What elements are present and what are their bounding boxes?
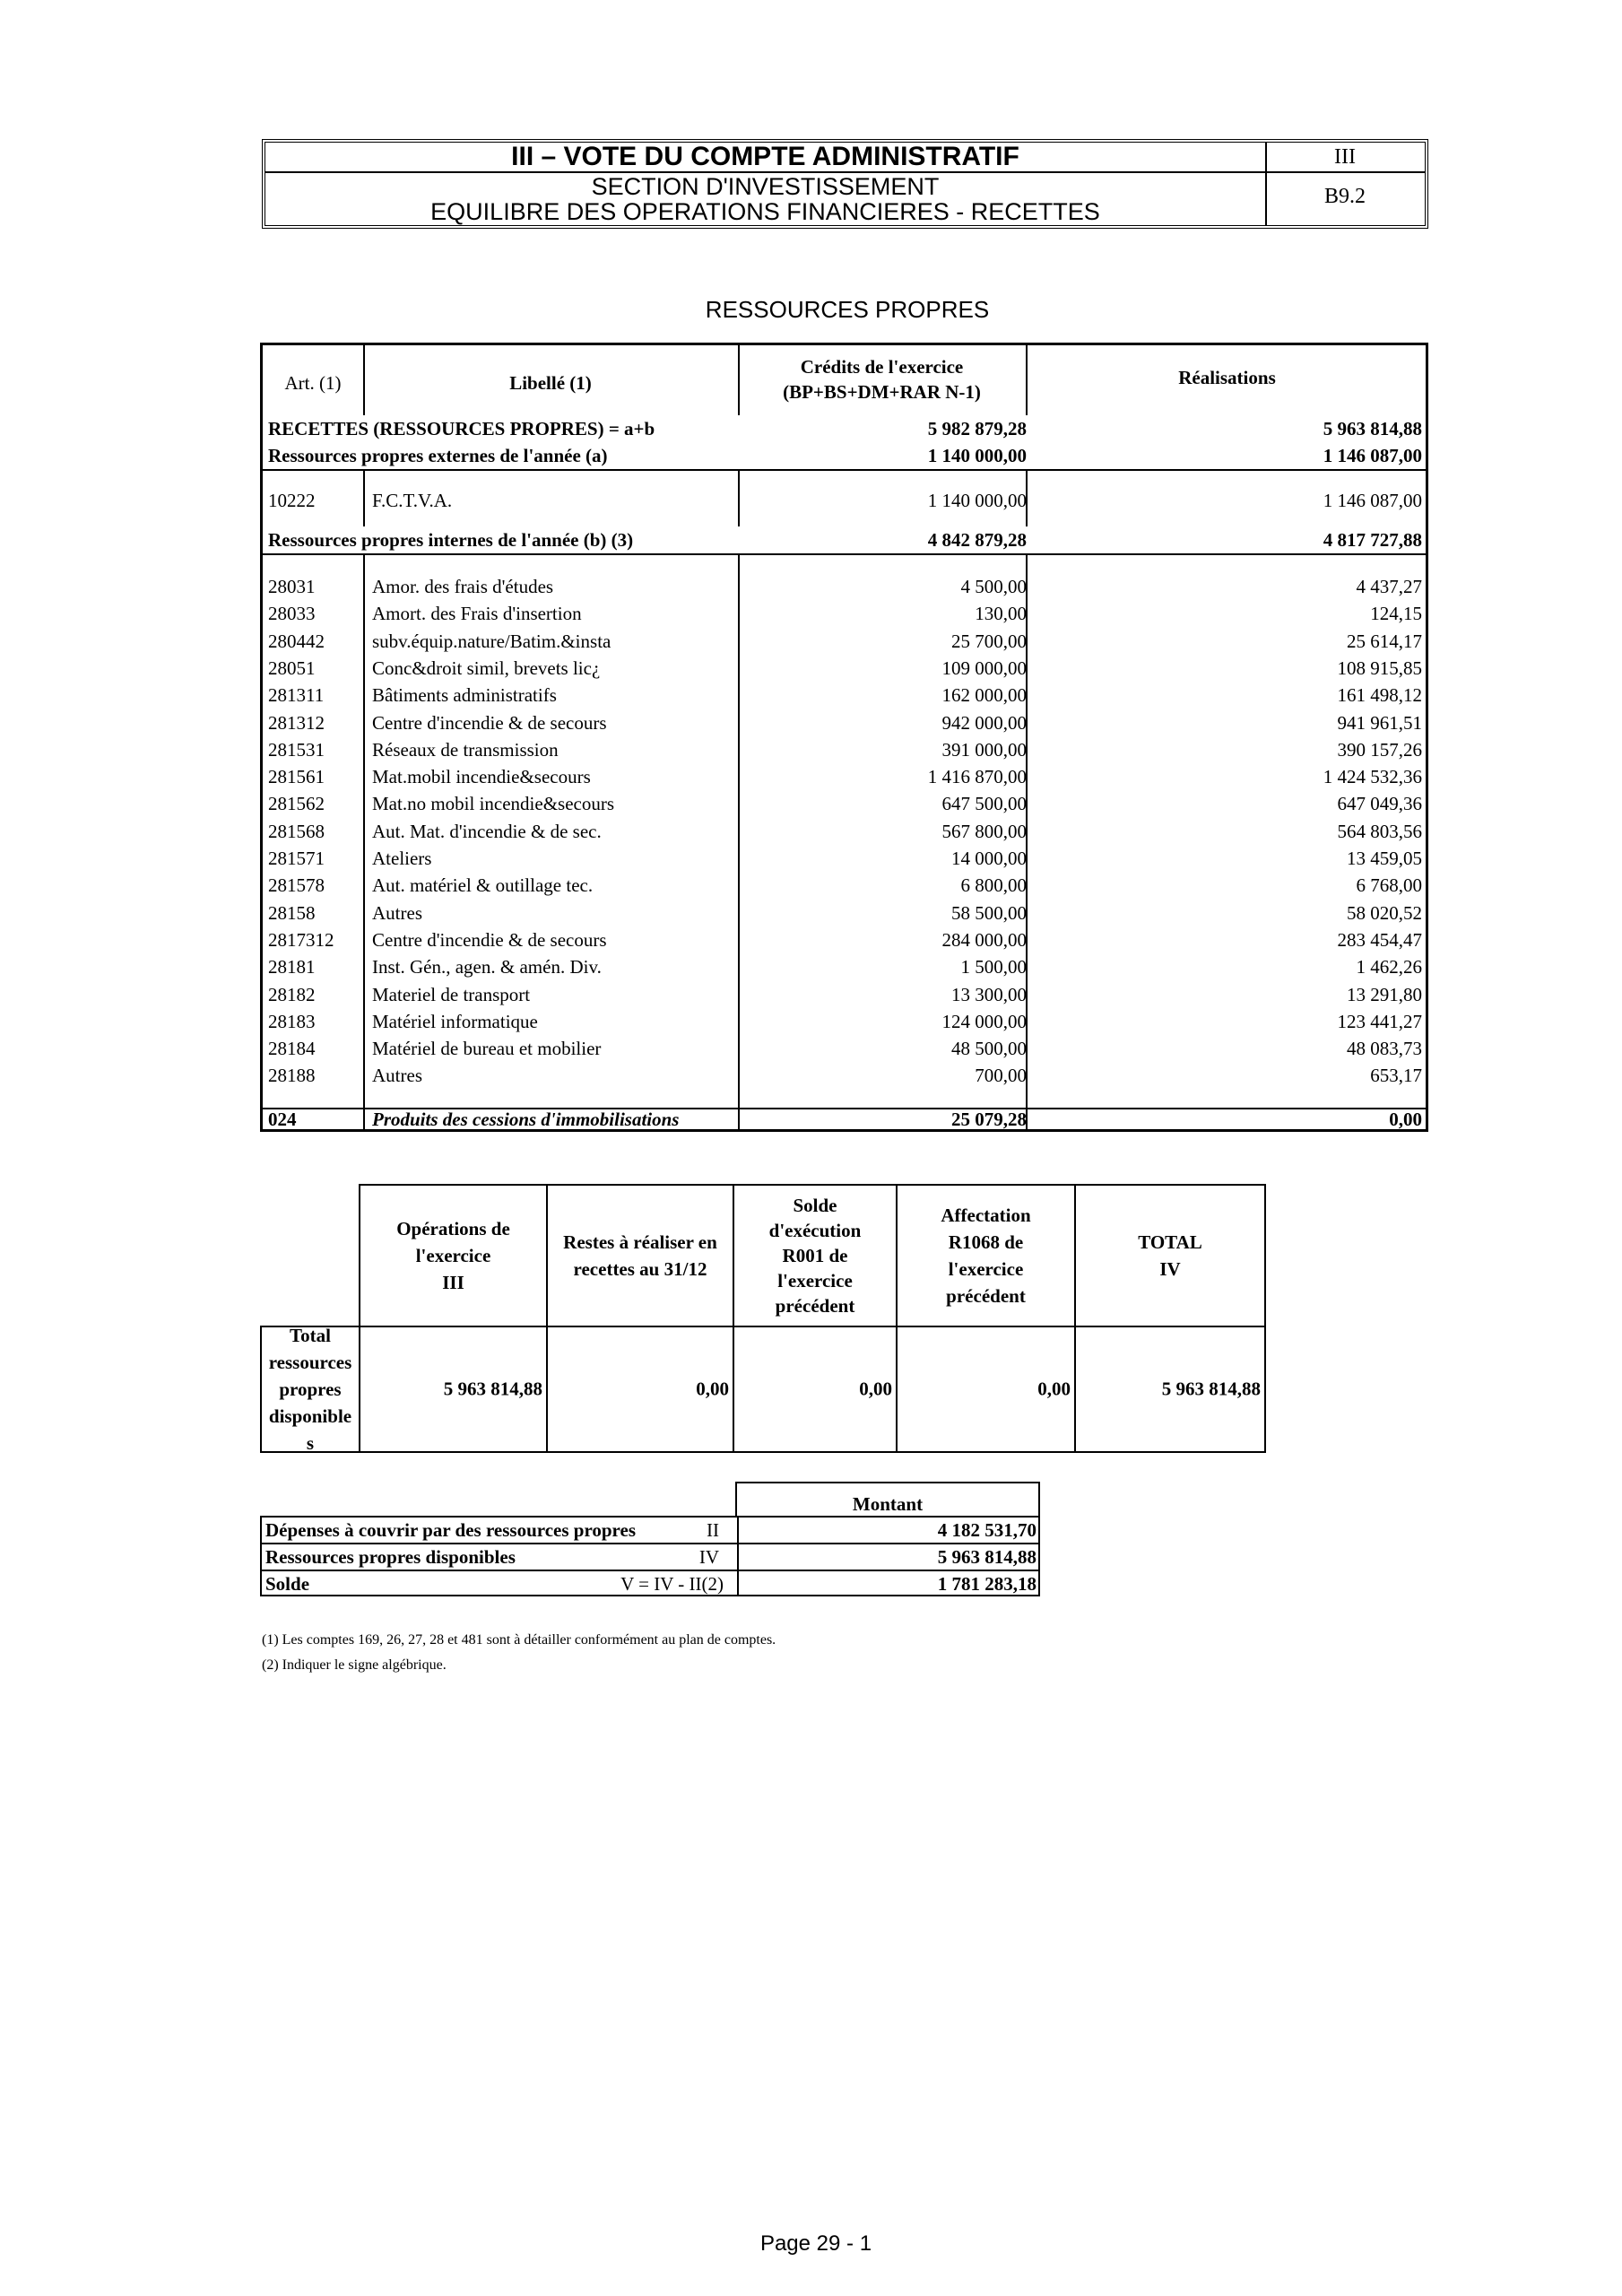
header-credits-l1: Crédits de l'exercice	[800, 356, 964, 378]
externes-credits: 1 140 000,00	[927, 445, 1027, 466]
row-libelle: Aut. matériel & outillage tec.	[372, 874, 594, 897]
row-art: 28188	[268, 1065, 316, 1087]
header-code: B9.2	[1323, 185, 1366, 208]
row-realisations: 124,15	[1370, 603, 1422, 625]
solde-l1: Solde	[793, 1195, 837, 1216]
header-subtitle: EQUILIBRE DES OPERATIONS FINANCIERES - RECETTES	[430, 198, 1100, 225]
table-row	[262, 1544, 1042, 1570]
row-realisations: 161 498,12	[1337, 684, 1422, 707]
row-realisations: 13 291,80	[1347, 983, 1422, 1005]
row-realisations: 564 803,56	[1337, 820, 1422, 842]
document-header	[262, 139, 1428, 229]
header-realisations: Réalisations	[1178, 367, 1276, 388]
table-row	[263, 682, 1426, 709]
page-number: Page 29 - 1	[759, 2231, 872, 2256]
row-art: 281568	[268, 820, 325, 842]
internes-label: Ressources propres internes de l'année (b) (3)	[268, 529, 634, 551]
row-value: 4 182 531,70	[937, 1519, 1037, 1541]
row-libelle: Autres	[372, 901, 422, 924]
row-credits: 58 500,00	[951, 901, 1027, 924]
row-credits: 567 800,00	[941, 820, 1027, 842]
row-credits: 162 000,00	[941, 684, 1027, 707]
table-row	[263, 573, 1426, 600]
header-credits-l2: (BP+BS+DM+RAR N-1)	[783, 381, 981, 403]
row-label-l5: s	[306, 1432, 315, 1454]
table-row	[263, 981, 1426, 1008]
internes-row	[263, 526, 1426, 553]
row-realisations: 13 459,05	[1347, 848, 1422, 869]
row-art: 280442	[268, 630, 325, 652]
row-libelle: Conc&droit simil, brevets lic¿	[372, 657, 601, 679]
row-realisations: 4 437,27	[1356, 576, 1422, 597]
row-art: 28051	[268, 657, 316, 679]
table-row	[263, 487, 1426, 514]
row-label-total-ressources	[260, 1326, 360, 1453]
row-realisations: 58 020,52	[1347, 901, 1422, 924]
footnote: (2) Indiquer le signe algébrique.	[262, 1657, 447, 1673]
header-affectation	[896, 1184, 1076, 1327]
table-row	[263, 655, 1426, 682]
table-row	[263, 628, 1426, 655]
row-realisations: 108 915,85	[1337, 657, 1422, 679]
row-credits: 647 500,00	[941, 793, 1027, 815]
row-realisations: 1 146 087,00	[1323, 490, 1422, 511]
header-operations	[359, 1184, 548, 1327]
solde-value: 0,00	[859, 1378, 892, 1400]
ops-l2: l'exercice	[415, 1245, 491, 1266]
row-libelle: Centre d'incendie & de secours	[372, 928, 607, 951]
row-art: 10222	[268, 490, 316, 511]
footnote: (1) Les comptes 169, 26, 27, 28 et 481 sont à détailler conformément au plan de comptes.	[262, 1632, 776, 1648]
row-libelle: Matériel de bureau et mobilier	[372, 1038, 602, 1060]
row-libelle: Mat.no mobil incendie&secours	[372, 793, 615, 815]
header-title-block	[265, 143, 1267, 225]
table-row	[262, 1518, 1042, 1543]
restes-l2: recettes au 31/12	[573, 1258, 707, 1280]
header-solde	[733, 1184, 898, 1327]
row-credits: 391 000,00	[941, 738, 1027, 761]
row-art: 28184	[268, 1038, 316, 1060]
table-row	[263, 600, 1426, 627]
total-value: 5 963 814,88	[1161, 1378, 1261, 1400]
row-art: 28158	[268, 901, 316, 924]
table-row	[263, 736, 1426, 763]
total-l2: IV	[1159, 1258, 1181, 1280]
row-value: 5 963 814,88	[937, 1546, 1037, 1568]
row-libelle: subv.équip.nature/Batim.&insta	[372, 630, 612, 652]
row-credits: 109 000,00	[941, 657, 1027, 679]
row-divider	[263, 553, 1426, 555]
row-label-l1: Total	[290, 1325, 331, 1346]
header-montant	[735, 1482, 1040, 1518]
externes-label: Ressources propres externes de l'année (a)	[268, 445, 608, 466]
row-credits: 14 000,00	[951, 848, 1027, 869]
row-ref: IV	[698, 1546, 719, 1568]
header-part: III	[1265, 143, 1425, 173]
internes-credits: 4 842 879,28	[927, 529, 1027, 551]
ops-l1: Opérations de	[396, 1218, 510, 1239]
aff-l3: l'exercice	[948, 1258, 1024, 1280]
value-total	[1074, 1326, 1266, 1453]
row-credits: 48 500,00	[951, 1038, 1027, 1060]
restes-value: 0,00	[696, 1378, 729, 1400]
row-libelle: Amor. des frais d'études	[372, 576, 554, 597]
row-libelle: Ateliers	[372, 848, 432, 869]
row-label: Dépenses à couvrir par des ressources propres	[265, 1519, 636, 1541]
row-credits: 700,00	[975, 1065, 1027, 1087]
row-libelle: Mat.mobil incendie&secours	[372, 766, 591, 788]
row-art: 281571	[268, 848, 325, 869]
externes-realisations: 1 146 087,00	[1323, 445, 1422, 466]
ressources-propres-table	[260, 343, 1428, 1132]
row-ref: II	[707, 1519, 719, 1541]
table-row	[262, 1571, 1042, 1596]
table-row	[263, 845, 1426, 872]
row-art: 28033	[268, 603, 316, 625]
header-section: SECTION D'INVESTISSEMENT	[591, 173, 940, 200]
row-libelle: Materiel de transport	[372, 983, 531, 1005]
row-libelle: Aut. Mat. d'incendie & de sec.	[372, 820, 602, 842]
row-libelle: Bâtiments administratifs	[372, 684, 557, 707]
total-credits: 5 982 879,28	[927, 418, 1027, 439]
cessions-realisations: 0,00	[1389, 1109, 1422, 1130]
aff-l2: R1068 de	[948, 1231, 1024, 1253]
cessions-libelle: Produits des cessions d'immobilisations	[372, 1109, 680, 1130]
externes-row	[263, 442, 1426, 469]
ops-value: 5 963 814,88	[443, 1378, 542, 1400]
total-row	[263, 415, 1426, 442]
row-credits: 13 300,00	[951, 983, 1027, 1005]
table-row	[263, 818, 1426, 845]
row-realisations: 653,17	[1370, 1065, 1422, 1087]
row-realisations: 647 049,36	[1337, 793, 1422, 815]
header-libelle: Libellé (1)	[509, 372, 592, 394]
row-libelle: Autres	[372, 1065, 422, 1087]
row-libelle: Inst. Gén., agen. & amén. Div.	[372, 956, 602, 978]
header-restes	[546, 1184, 734, 1327]
restes-l1: Restes à réaliser en	[563, 1231, 717, 1253]
row-art: 28183	[268, 1010, 316, 1032]
montant-label: Montant	[852, 1493, 924, 1516]
header-total	[1074, 1184, 1266, 1327]
row-credits: 284 000,00	[941, 928, 1027, 951]
solde-rows	[260, 1516, 1040, 1596]
ops-l3: III	[442, 1272, 464, 1293]
table-row	[263, 872, 1426, 899]
aff-l4: précédent	[946, 1285, 1026, 1307]
solde-l2: d'exécution	[768, 1220, 862, 1241]
affectation-value: 0,00	[1037, 1378, 1071, 1400]
row-libelle: Centre d'incendie & de secours	[372, 711, 607, 734]
row-art: 28181	[268, 956, 316, 978]
row-realisations: 283 454,47	[1337, 928, 1422, 951]
table-row	[263, 763, 1426, 790]
row-realisations: 25 614,17	[1347, 630, 1422, 652]
row-credits: 1 140 000,00	[927, 490, 1027, 511]
table-row	[263, 709, 1426, 736]
internes-realisations: 4 817 727,88	[1323, 529, 1422, 551]
solde-table	[260, 1482, 1040, 1598]
row-credits: 4 500,00	[960, 576, 1027, 597]
row-realisations: 6 768,00	[1356, 874, 1422, 897]
row-credits: 25 700,00	[951, 630, 1027, 652]
row-value: 1 781 283,18	[937, 1573, 1037, 1595]
row-credits: 942 000,00	[941, 711, 1027, 734]
row-realisations: 1 424 532,36	[1323, 766, 1422, 788]
row-art: 281562	[268, 793, 325, 815]
table-row	[263, 1062, 1426, 1089]
row-credits: 1 500,00	[960, 956, 1027, 978]
row-label: Solde	[265, 1573, 310, 1595]
row-art: 281312	[268, 711, 325, 734]
row-credits: 124 000,00	[941, 1010, 1027, 1032]
row-label-l2: ressources	[268, 1352, 352, 1373]
row-label-l3: propres	[279, 1378, 342, 1400]
value-restes	[546, 1326, 734, 1453]
row-divider	[263, 469, 1426, 471]
value-solde	[733, 1326, 898, 1453]
table-row	[263, 790, 1426, 817]
row-label: Ressources propres disponibles	[265, 1546, 516, 1568]
row-realisations: 941 961,51	[1337, 711, 1422, 734]
row-art: 281531	[268, 738, 325, 761]
solde-l5: précédent	[775, 1295, 855, 1317]
row-art: 28182	[268, 983, 316, 1005]
row-credits: 1 416 870,00	[927, 766, 1027, 788]
header-title: III – VOTE DU COMPTE ADMINISTRATIF	[265, 143, 1265, 173]
table-row	[263, 1035, 1426, 1062]
cessions-row	[263, 1106, 1426, 1133]
total-label: RECETTES (RESSOURCES PROPRES) = a+b	[268, 418, 655, 439]
row-art: 2817312	[268, 928, 334, 951]
row-art: 281578	[268, 874, 325, 897]
row-libelle: F.C.T.V.A.	[372, 490, 453, 511]
row-art: 281311	[268, 684, 325, 707]
row-credits: 130,00	[975, 603, 1027, 625]
header-art: Art. (1)	[284, 372, 342, 394]
row-art: 281561	[268, 766, 325, 788]
row-realisations: 390 157,26	[1337, 738, 1422, 761]
solde-l3: R001 de	[782, 1245, 848, 1266]
total-l1: TOTAL	[1138, 1231, 1202, 1253]
row-libelle: Réseaux de transmission	[372, 738, 559, 761]
value-operations	[359, 1326, 548, 1453]
total-realisations: 5 963 814,88	[1323, 418, 1422, 439]
row-ref: V = IV - II(2)	[620, 1573, 724, 1595]
row-art: 28031	[268, 576, 316, 597]
solde-l4: l'exercice	[777, 1270, 853, 1292]
row-realisations: 123 441,27	[1337, 1010, 1422, 1032]
value-affectation	[896, 1326, 1076, 1453]
table-row	[263, 953, 1426, 980]
aff-l1: Affectation	[941, 1205, 1031, 1226]
row-libelle: Amort. des Frais d'insertion	[372, 603, 582, 625]
cessions-credits: 25 079,28	[951, 1109, 1027, 1130]
cessions-art: 024	[268, 1109, 297, 1130]
row-label-l4: disponible	[268, 1405, 352, 1427]
row-credits: 6 800,00	[960, 874, 1027, 897]
row-libelle: Matériel informatique	[372, 1010, 538, 1032]
table-row	[263, 1008, 1426, 1035]
section-title: RESSOURCES PROPRES	[705, 296, 990, 323]
row-realisations: 48 083,73	[1347, 1038, 1422, 1060]
table-row	[263, 900, 1426, 926]
table-row	[263, 926, 1426, 953]
total-ressources-table	[260, 1184, 1266, 1453]
row-realisations: 1 462,26	[1356, 956, 1422, 978]
